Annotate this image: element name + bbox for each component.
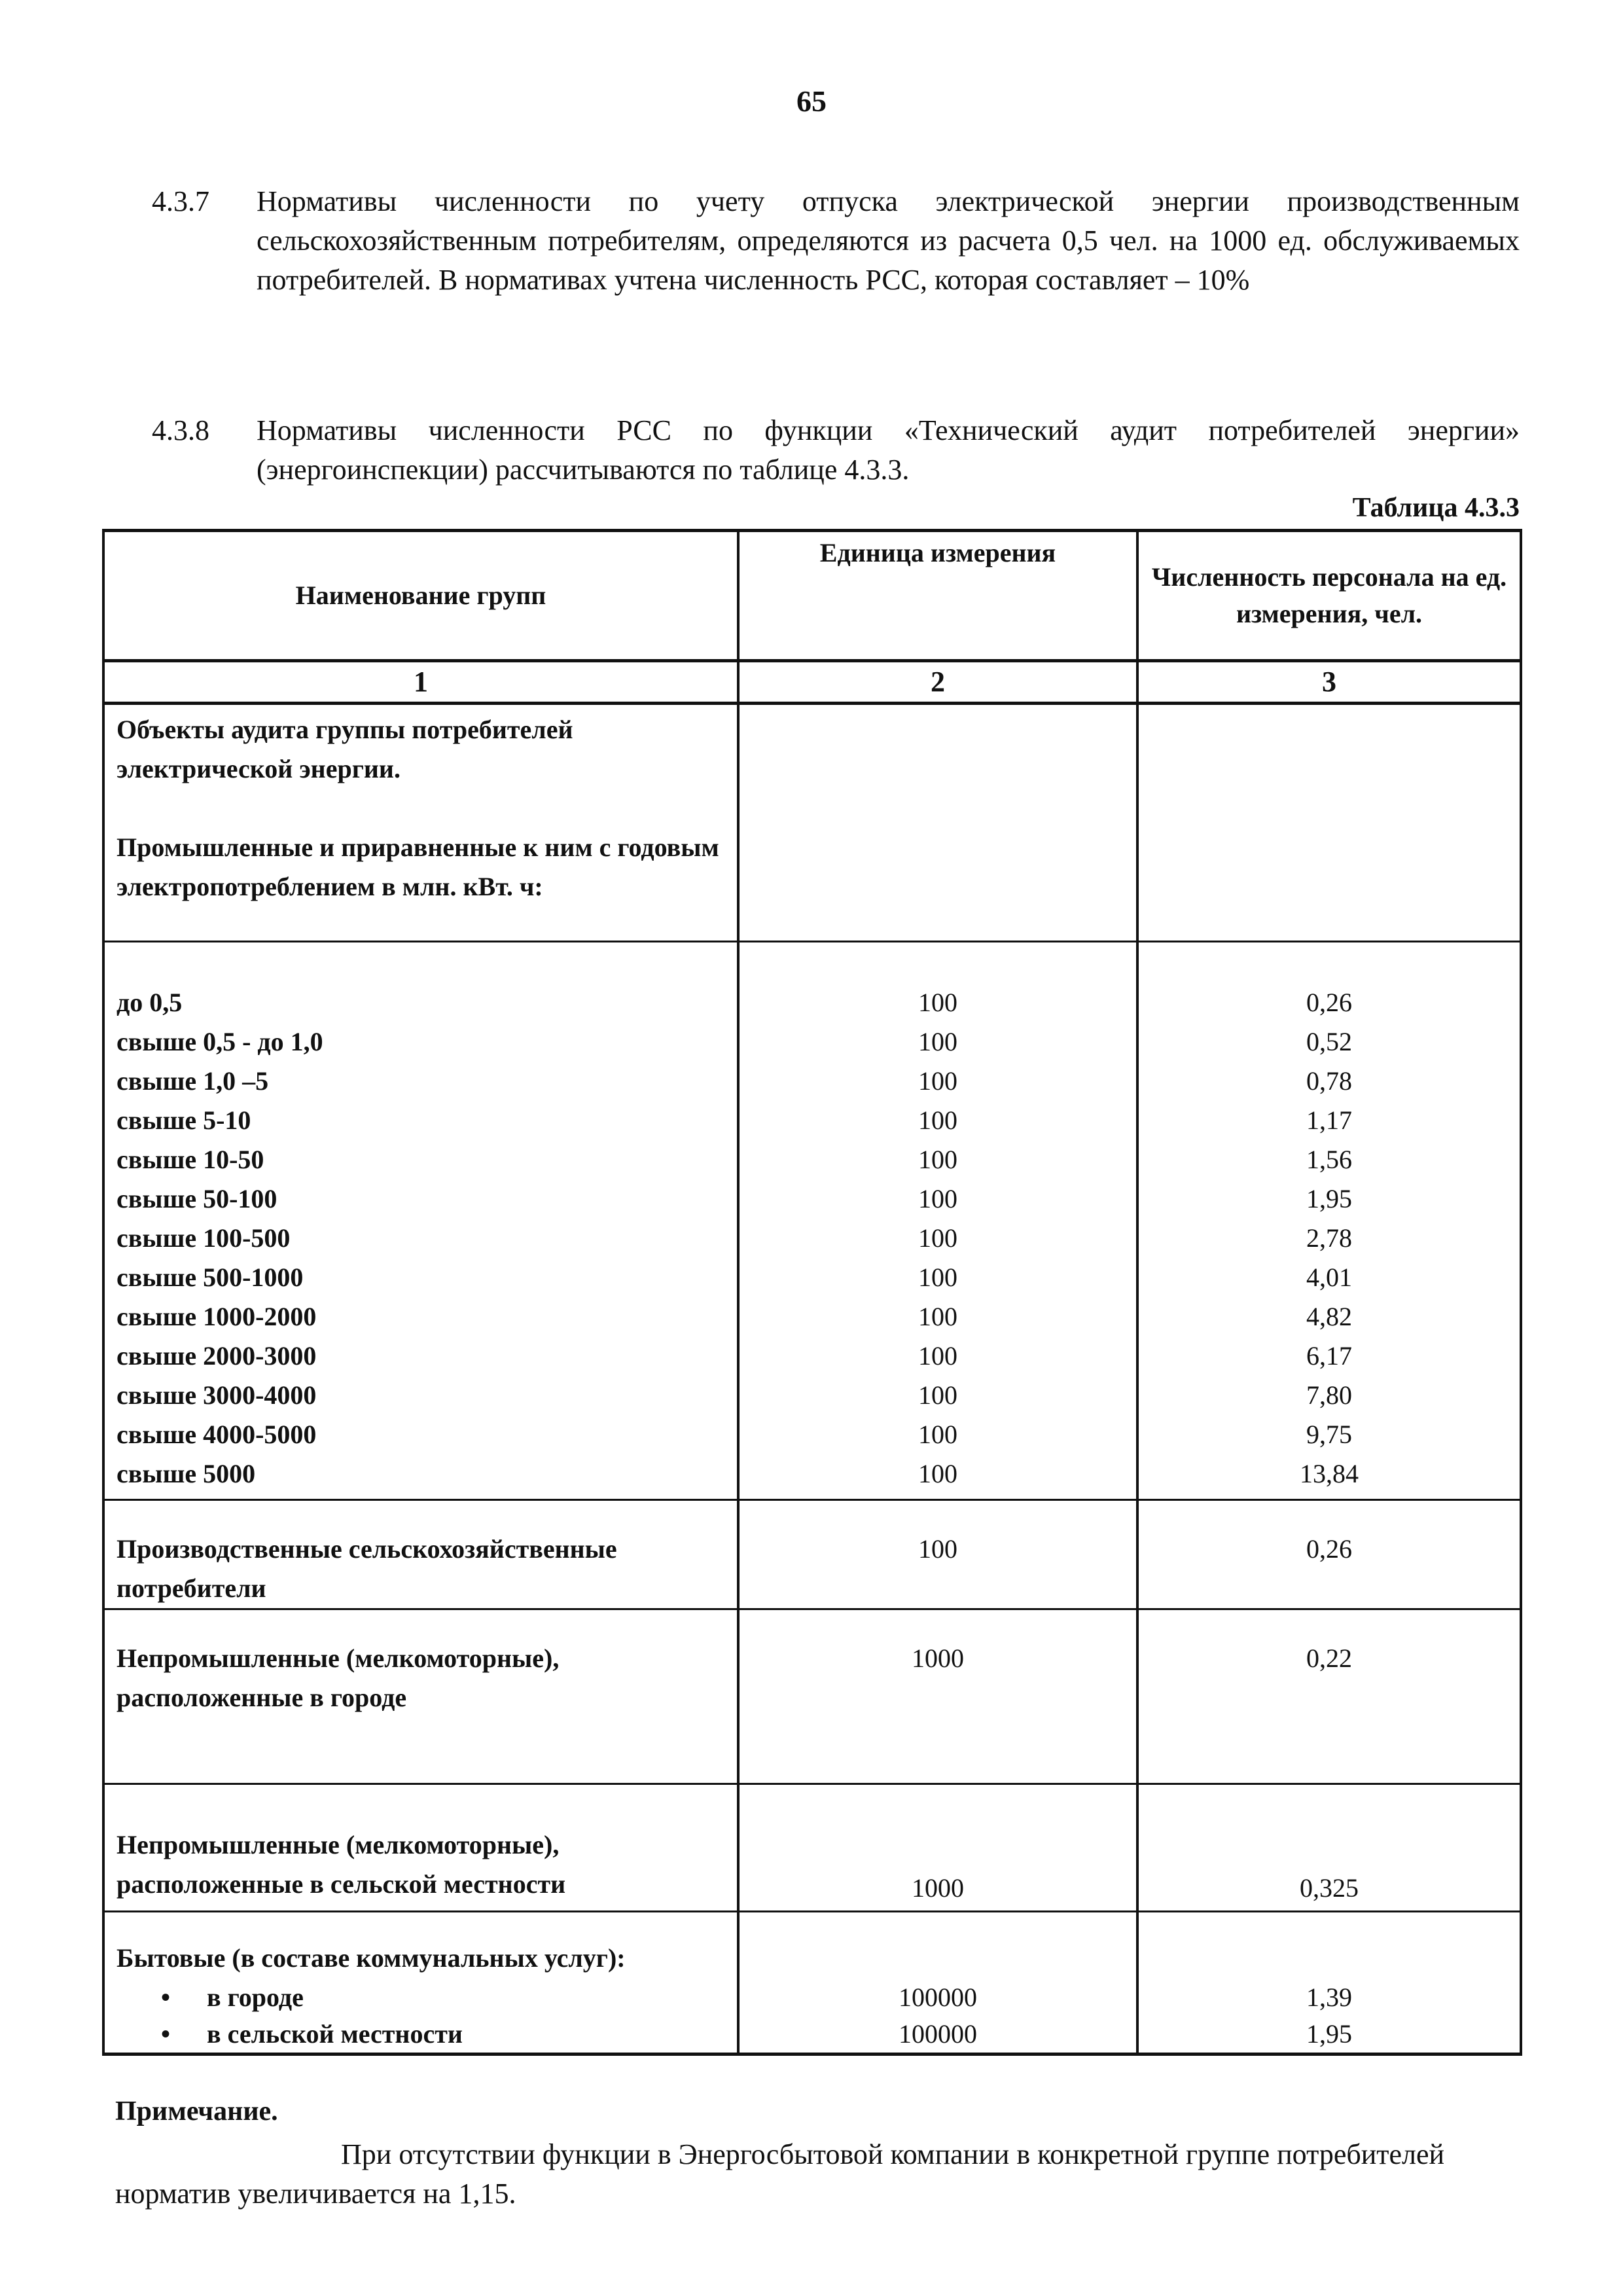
staff-value: 0,22 — [1137, 1609, 1521, 1784]
paragraph-4-3-7 — [152, 182, 1520, 300]
staff-value: 0,325 — [1137, 1784, 1521, 1912]
household-title: Бытовые (в составе коммунальных услуг): — [116, 1943, 626, 1973]
list-item: свыше 3000-4000 — [116, 1380, 317, 1410]
staff-value: 1,56 — [1306, 1145, 1352, 1174]
header-group-name: Наименование групп — [103, 531, 738, 661]
list-item: • в сельской местности — [116, 2015, 725, 2051]
staff-value: 0,26 — [1137, 1500, 1521, 1609]
intro-subtitle: Промышленные и приравненные к ним с годовым электропотреблением в млн. кВт. ч: — [116, 833, 719, 901]
note-text: При отсутствии функции в Энергосбытовой компании в конкретной группе потребителей норматив увеличивается на 1,15. — [115, 2138, 1445, 2210]
list-item: свыше 100-500 — [116, 1223, 291, 1253]
staff-value: 1,17 — [1306, 1105, 1352, 1135]
staff-value: 1,95 — [1306, 2019, 1352, 2049]
staff-value: 9,75 — [1306, 1420, 1352, 1449]
unit-value: 100 — [918, 1105, 957, 1135]
unit-value: 1000 — [738, 1784, 1137, 1912]
staff-value: 4,82 — [1306, 1302, 1352, 1331]
unit-value: 100 — [738, 1500, 1137, 1609]
list-item: свыше 5-10 — [116, 1105, 251, 1135]
staff-value: 1,95 — [1306, 1184, 1352, 1213]
staff-value: 4,01 — [1306, 1263, 1352, 1292]
header-staff: Численность персонала на ед. измерения, чел. — [1137, 531, 1521, 661]
column-number-row — [103, 661, 1521, 704]
unit-value: 100000 — [899, 2019, 977, 2049]
paragraph-text: Нормативы численности РСС по функции «Технический аудит потребителей энергии» (энергоинспекции) рассчитываются по таблице 4.3.3. — [257, 414, 1520, 486]
list-item: свыше 2000-3000 — [116, 1341, 317, 1371]
column-number: 2 — [738, 661, 1137, 704]
unit-value: 100000 — [899, 1982, 977, 2012]
norms-table — [102, 529, 1522, 2056]
list-item: свыше 1,0 –5 — [116, 1066, 269, 1096]
unit-value: 100 — [918, 1145, 957, 1174]
unit-value: 100 — [918, 1341, 957, 1371]
list-item: свыше 0,5 - до 1,0 — [116, 1027, 323, 1056]
unit-value: 100 — [918, 1459, 957, 1488]
unit-value: 100 — [918, 1420, 957, 1449]
group-name: Непромышленные (мелкомоторные), расположенные в сельской местности — [103, 1784, 738, 1912]
staff-value: 2,78 — [1306, 1223, 1352, 1253]
column-number: 3 — [1137, 661, 1521, 704]
paragraph-4-3-8 — [152, 411, 1520, 490]
staff-value: 6,17 — [1306, 1341, 1352, 1371]
staff-value: 0,52 — [1306, 1027, 1352, 1056]
unit-value: 1000 — [738, 1609, 1137, 1784]
unit-value: 100 — [918, 1380, 957, 1410]
group-name: Непромышленные (мелкомоторные), расположенные в городе — [103, 1609, 738, 1784]
column-number: 1 — [103, 661, 738, 704]
intro-title: Объекты аудита группы потребителей электрической энергии. — [116, 715, 573, 783]
list-item: до 0,5 — [116, 988, 183, 1017]
paragraph-number: 4.3.7 — [152, 185, 209, 217]
intro-row — [103, 704, 1521, 942]
header-unit: Единица измерения — [738, 531, 1137, 661]
table-caption: Таблица 4.3.3 — [1352, 493, 1520, 523]
staff-value: 7,80 — [1306, 1380, 1352, 1410]
group-name: Производственные сельскохозяйственные потребители — [103, 1500, 738, 1609]
industrial-rows — [103, 942, 1521, 1500]
paragraph-text: Нормативы численности по учету отпуска электрической энергии производственным сельскохозяйственным потребителям, определяются из расчета 0,5 чел. на 1000 ед. обслуживаемых потребителей. В нормативах учтена численность РСС, которая составляет – 10% — [257, 185, 1520, 296]
list-item: свыше 10-50 — [116, 1145, 264, 1174]
table-header-row — [103, 531, 1521, 661]
staff-value: 13,84 — [1300, 1459, 1359, 1488]
staff-value: 1,39 — [1306, 1982, 1352, 2012]
list-item: свыше 4000-5000 — [116, 1420, 317, 1449]
table-row — [103, 1609, 1521, 1784]
table-row — [103, 1500, 1521, 1609]
unit-value: 100 — [918, 1184, 957, 1213]
list-item: свыше 500-1000 — [116, 1263, 304, 1292]
unit-value: 100 — [918, 988, 957, 1017]
unit-value: 100 — [918, 1263, 957, 1292]
page-number: 65 — [796, 84, 827, 118]
list-item: свыше 5000 — [116, 1459, 256, 1488]
list-item: свыше 50-100 — [116, 1184, 277, 1213]
staff-value: 0,26 — [1306, 988, 1352, 1017]
unit-value: 100 — [918, 1223, 957, 1253]
list-item: • в городе — [116, 1978, 725, 2015]
table-row — [103, 1784, 1521, 1912]
unit-value: 100 — [918, 1302, 957, 1331]
unit-value: 100 — [918, 1027, 957, 1056]
paragraph-number: 4.3.8 — [152, 414, 209, 446]
list-item: свыше 1000-2000 — [116, 1302, 317, 1331]
household-row — [103, 1912, 1521, 2054]
staff-value: 0,78 — [1306, 1066, 1352, 1096]
unit-value: 100 — [918, 1066, 957, 1096]
note-title: Примечание. — [115, 2096, 278, 2126]
